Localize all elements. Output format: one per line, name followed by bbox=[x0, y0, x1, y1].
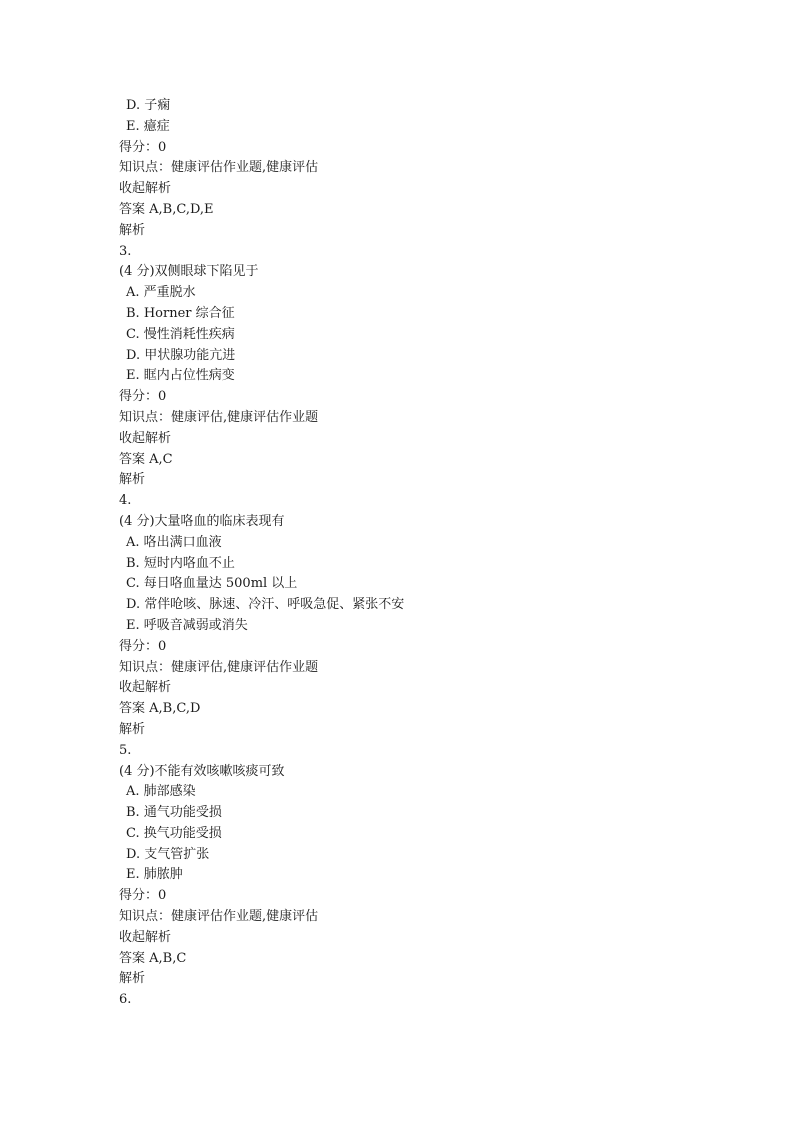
question-text: (4 分)大量咯血的临床表现有 bbox=[119, 513, 285, 529]
knowledge-point: 知识点：健康评估作业题,健康评估 bbox=[119, 160, 319, 176]
score-text: 得分：0 bbox=[119, 389, 167, 405]
answer-option: C. 慢性消耗性疾病 bbox=[126, 326, 235, 342]
analysis-label: 解析 bbox=[119, 721, 146, 737]
collapse-analysis-link[interactable]: 收起解析 bbox=[119, 929, 172, 945]
document-page bbox=[119, 96, 759, 1011]
answer-option: E. 癔症 bbox=[126, 118, 170, 134]
question-text: (4 分)不能有效咳嗽咳痰可致 bbox=[119, 763, 285, 779]
answer-option: D. 子痫 bbox=[126, 98, 171, 113]
analysis-label: 解析 bbox=[119, 472, 146, 488]
knowledge-point: 知识点：健康评估,健康评估作业题 bbox=[119, 409, 319, 425]
answer-option: E. 眶内占位性病变 bbox=[126, 368, 235, 384]
collapse-analysis-link[interactable]: 收起解析 bbox=[119, 181, 172, 197]
answer-option: E. 呼吸音减弱或消失 bbox=[126, 617, 248, 633]
answer-option: C. 换气功能受损 bbox=[126, 825, 222, 841]
answer-option: D. 支气管扩张 bbox=[126, 846, 210, 862]
knowledge-point: 知识点：健康评估,健康评估作业题 bbox=[119, 659, 319, 675]
knowledge-point: 知识点：健康评估作业题,健康评估 bbox=[119, 909, 319, 925]
answer-text: 答案 A,B,C,D,E bbox=[119, 201, 214, 217]
answer-option: A. 咯出满口血液 bbox=[126, 534, 222, 550]
collapse-analysis-link[interactable]: 收起解析 bbox=[119, 430, 172, 446]
answer-option: E. 肺脓肿 bbox=[126, 867, 183, 883]
analysis-label: 解析 bbox=[119, 971, 146, 987]
question-number: 6. bbox=[119, 992, 132, 1008]
score-text: 得分：0 bbox=[119, 888, 167, 904]
score-text: 得分：0 bbox=[119, 139, 167, 155]
answer-text: 答案 A,B,C,D bbox=[119, 701, 201, 717]
question-number: 3. bbox=[119, 243, 132, 259]
answer-option: D. 常伴呛咳、脉速、冷汗、呼吸急促、紧张不安 bbox=[126, 597, 405, 613]
question-number: 5. bbox=[119, 742, 132, 758]
answer-option: C. 每日咯血量达 500ml 以上 bbox=[126, 576, 298, 592]
answer-option: A. 肺部感染 bbox=[126, 784, 196, 800]
answer-option: B. 通气功能受损 bbox=[126, 805, 222, 821]
answer-option: D. 甲状腺功能亢进 bbox=[126, 347, 236, 363]
answer-option: A. 严重脱水 bbox=[126, 285, 196, 301]
answer-text: 答案 A,C bbox=[119, 451, 173, 467]
question-number: 4. bbox=[119, 493, 132, 509]
answer-text: 答案 A,B,C bbox=[119, 950, 187, 966]
analysis-label: 解析 bbox=[119, 222, 146, 238]
answer-option: B. 短时内咯血不止 bbox=[126, 555, 235, 571]
collapse-analysis-link[interactable]: 收起解析 bbox=[119, 680, 172, 696]
answer-option: B. Horner 综合征 bbox=[126, 305, 235, 321]
question-text: (4 分)双侧眼球下陷见于 bbox=[119, 264, 259, 280]
score-text: 得分：0 bbox=[119, 638, 167, 654]
